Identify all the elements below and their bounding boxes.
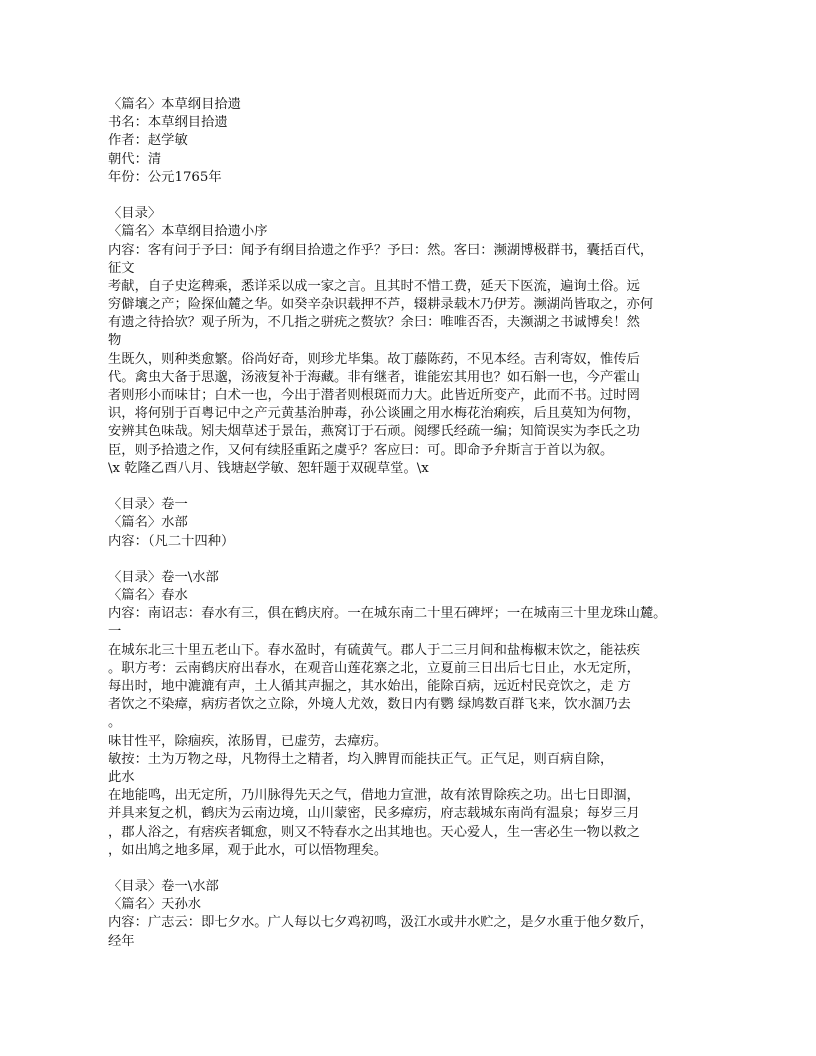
text-line: 者则形小而味甘；白术一也，今出于潜者则根斑而力大。此皆近所变产，此而不书。过时罔 [108,388,640,403]
text-line: 臣，则予拾遗之作，又何有续胫重跖之虞乎？客应曰：可。即命予弁斯言于首以为叙。 [108,442,614,458]
text-line: 年份：公元1765年 [108,169,222,185]
text-line: 考献，自子史迄稗乘，悉详采以成一家之言。且其时不惜工费，延天下医流，遍询土俗。远 [108,278,640,294]
text-line: 作者：赵学敏 [108,133,188,149]
text-line: 书名：本草纲目拾遗 [108,115,228,131]
blank-line [108,478,666,496]
text-line: 穷僻壤之产；险探仙麓之华。如癸辛杂识载押不芦，辍耕录载木乃伊芳。濒湖尚皆取之，亦何 [108,297,654,313]
text-line: 在地能鸣，出无定所，乃川脉得先天之气，借地力宣泄，故有浓胃除疾之功。出七日即涸， [108,788,640,804]
text-line: 〈目录〉卷一\水部 [108,879,219,895]
blank-line [108,551,666,569]
text-line: 。 [108,715,122,731]
text-line: 内容：（凡二十四种） [108,533,235,549]
text-line: 有遗之待拾欤？观子所为，不几指之骈疣之赘欤？余曰：唯唯否否，夫濒湖之书诚博矣！然 [108,315,640,331]
text-line: 内容：客有问于予曰：闻予有纲目拾遗之作乎？予曰：然。客曰：濒湖博极群书，囊括百代， [108,242,654,258]
text-line: 每出时，地中漉漉有声，土人循其声掘之，其水始出，能除百病，远近村民竞饮之，走 方 [108,679,631,694]
text-line: 〈篇名〉春水 [108,588,188,604]
text-line: 者饮之不染瘴，病疠者饮之立除，外境人尤效，数日内有鹦 绿鸠数百群飞来，饮水涸乃去 [108,697,631,713]
text-line: 味甘性平，除痼疾，浓肠胃，已虚劳，去瘴疠。 [108,733,388,749]
text-line: 朝代：清 [108,151,162,167]
text-line: 在城东北三十里五老山下。春水盈时，有硫黄气。郡人于二三月间和盐梅椒末饮之，能祛疾 [108,642,640,658]
text-line: 〈篇名〉本草纲目拾遗 [108,97,241,112]
text-line: 〈目录〉卷一 [108,497,188,513]
text-line: 〈篇名〉水部 [108,515,188,531]
text-line: 。职方考：云南鹤庆府出春水，在观音山莲花寨之北，立夏前三日出后七日止，水无定所， [108,660,640,676]
text-line: 敏按：土为万物之母，凡物得土之精者，均入脾胃而能扶正气。正气足，则百病自除， [108,751,614,767]
text-line: 内容：广志云：即七夕水。广人每以七夕鸡初鸣，汲江水或井水贮之，是夕水重于他夕数斤， [108,915,654,931]
text-line: \x 乾隆乙酉八月、钱塘赵学敏、恕轩题于双砚草堂。\x [108,460,429,476]
text-line: 一 [108,624,122,640]
text-line: 安辨其色味哉。矧夫烟草述于景缶，燕窝订于石顽。阅缪氏经疏一编；知简误实为李氏之功 [108,424,640,440]
text-line: 〈目录〉 [108,206,162,222]
text-line: ，郡人浴之，有痞疾者辄愈，则又不特春水之出其地也。天心爱人，生一害必生一物以救之 [108,824,640,840]
text-line: 代。禽虫大备于思邈，汤液复补于海藏。非有继者，谁能宏其用也？如石斛一也，今产霍山 [108,369,640,385]
document-body [108,96,666,951]
blank-line [108,187,666,205]
text-line: 识，将何别于百粤记中之产元黄基治肿毒，孙公谈圃之用水梅花治痢疾，后且莫知为何物， [108,406,640,422]
text-line: 〈目录〉卷一\水部 [108,569,219,585]
text-line: ，如出鸠之地多犀，观于此水，可以悟物理矣。 [108,842,388,858]
text-line: 并具来复之机，鹤庆为云南边境，山川蒙密，民多瘴疠，府志载城东南尚有温泉；每岁三月 [108,806,640,822]
text-line: 〈篇名〉天孙水 [108,897,202,913]
text-line: 征文 [108,260,135,276]
text-line: 〈篇名〉本草纲目拾遗小序 [108,224,268,240]
text-line: 生既久，则种类愈繁。俗尚好奇，则珍尤毕集。故丁藤陈药，不见本经。吉利寄奴，惟传后 [108,351,640,367]
blank-line [108,860,666,878]
text-line: 此水 [108,769,135,785]
text-line: 经年 [108,933,135,949]
text-line: 内容：南诏志：春水有三，俱在鹤庆府。一在城东南二十里石碑坪；一在城南三十里龙珠山麓。 [108,606,667,622]
text-line: 物 [108,333,122,349]
